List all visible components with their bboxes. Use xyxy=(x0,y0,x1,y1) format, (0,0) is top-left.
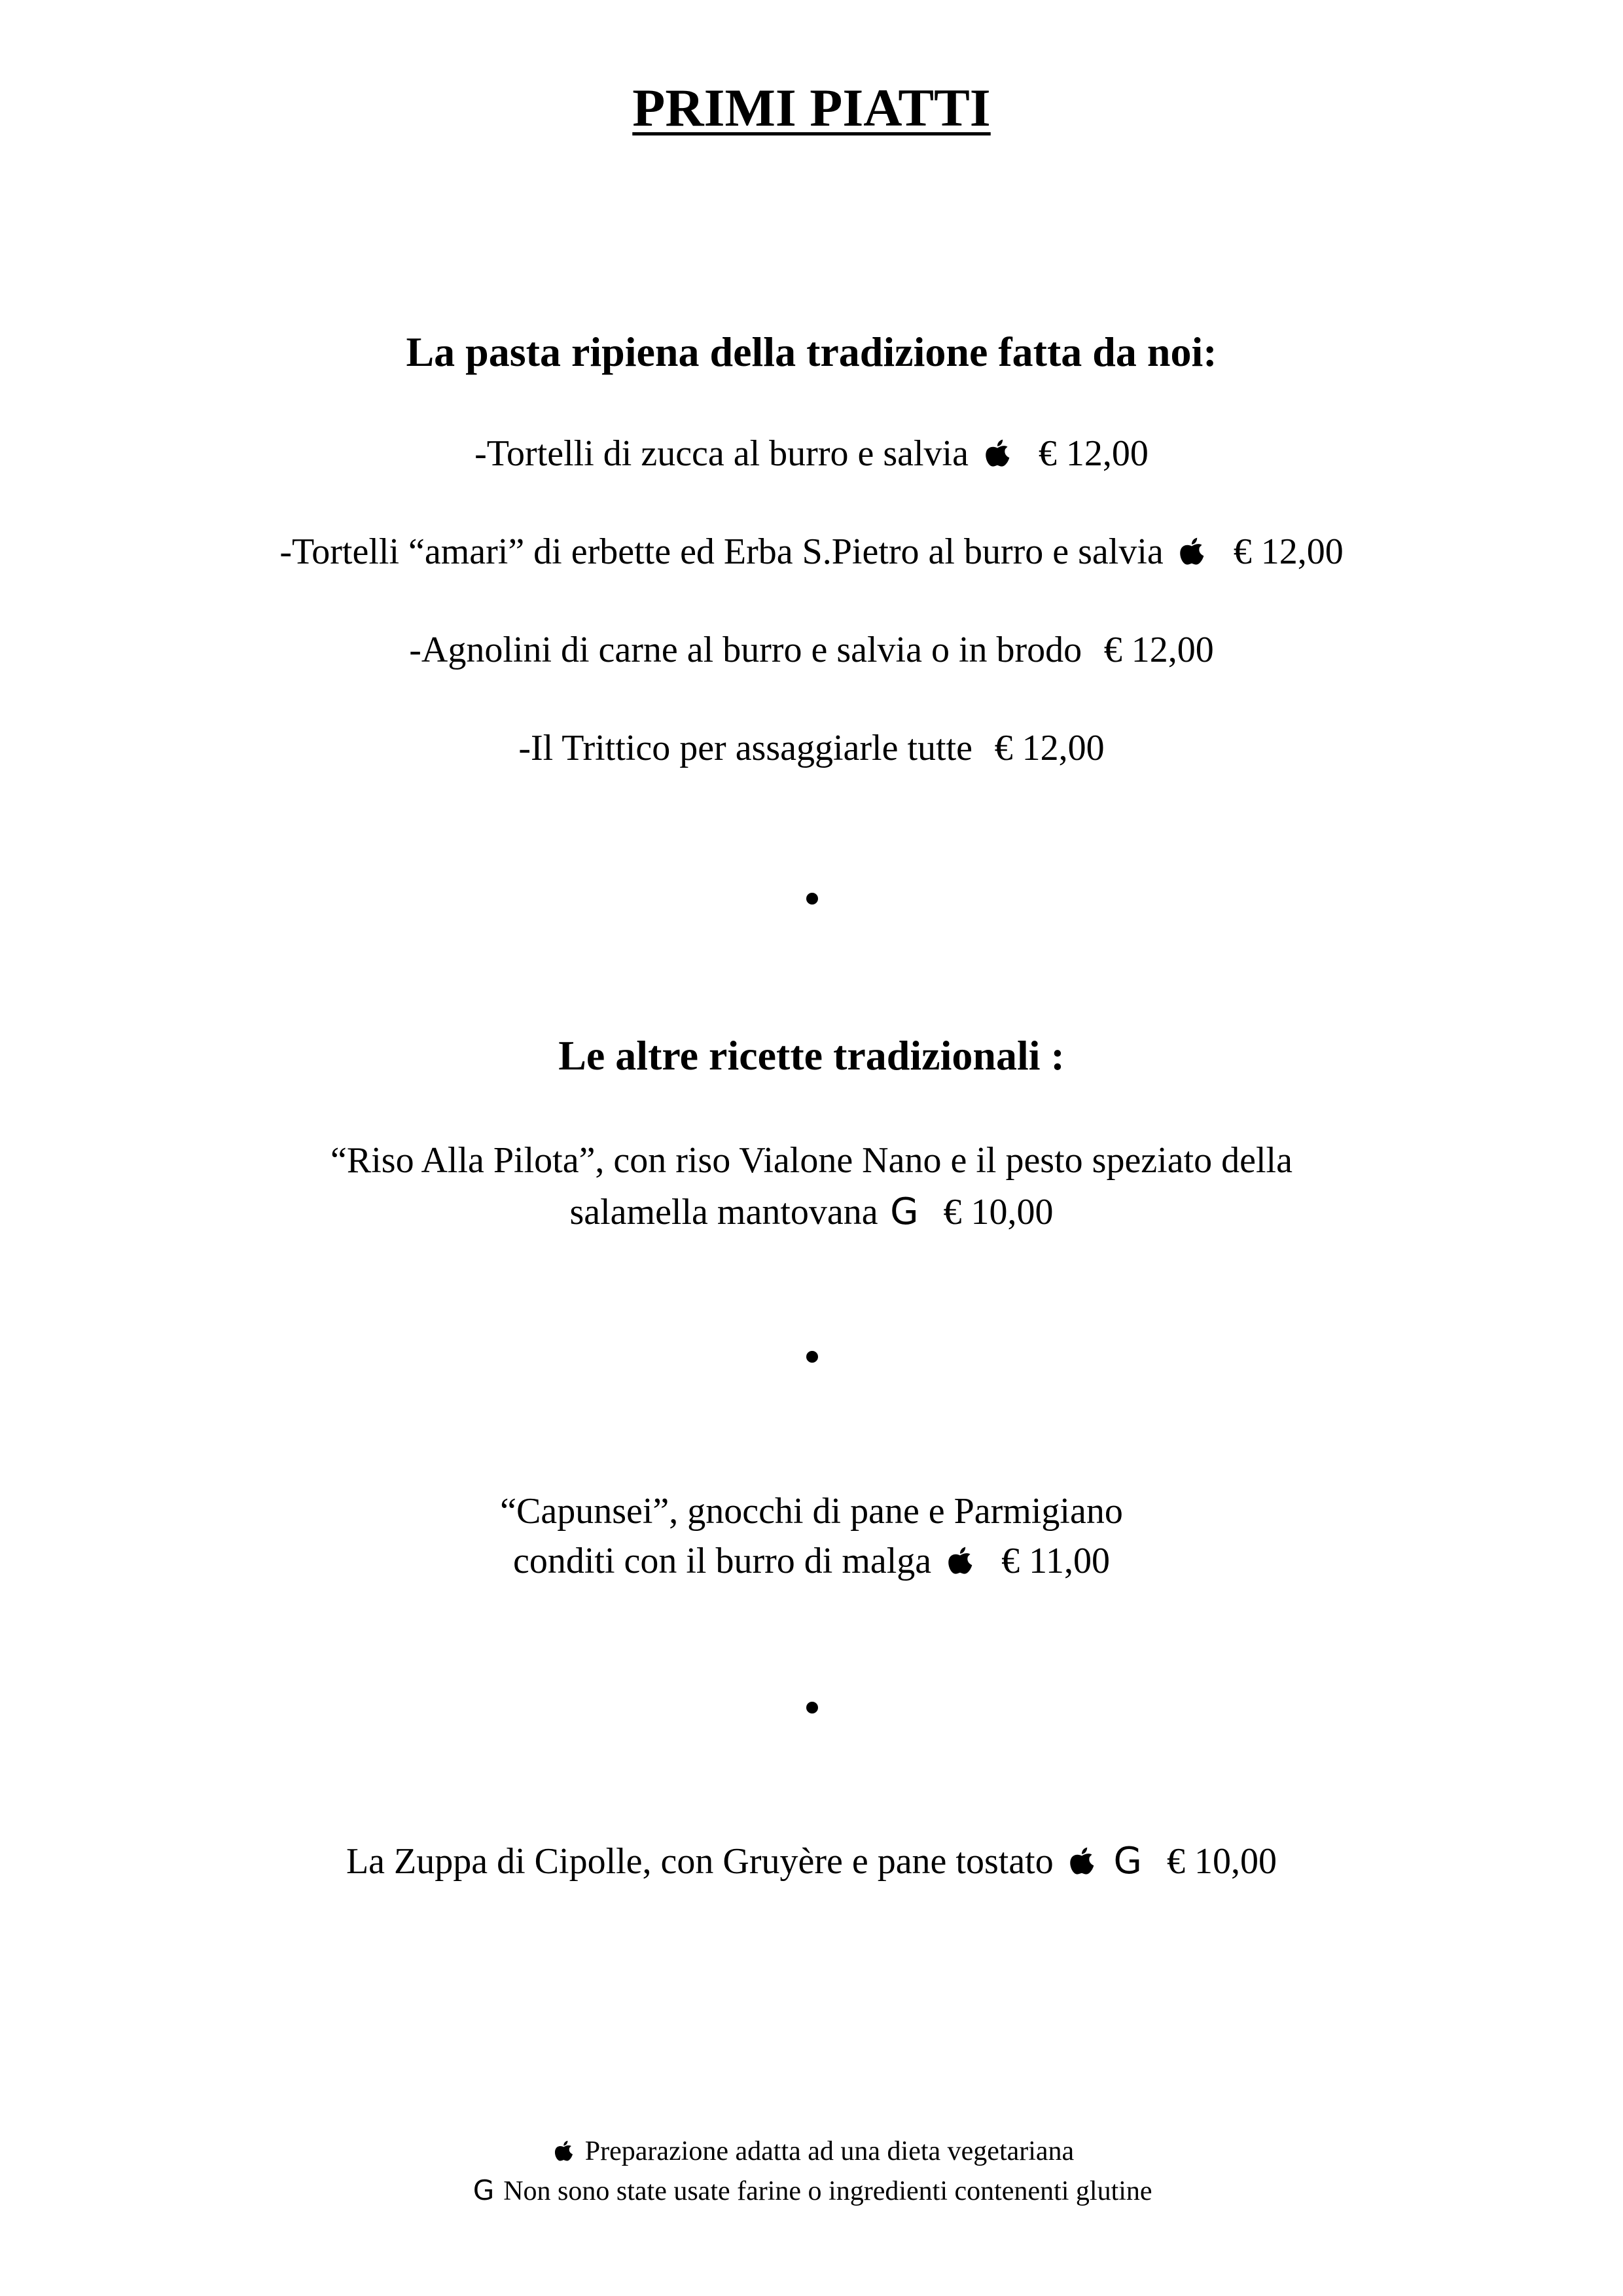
gluten-free-icon: G xyxy=(890,1191,919,1233)
vegetarian-icon xyxy=(1177,535,1207,565)
dish-name: -Tortelli “amari” di erbette ed Erba S.Pietro al burro e salvia xyxy=(279,531,1164,572)
dish-name: -Agnolini di carne al burro e salvia o in brodo xyxy=(409,630,1082,670)
legend-text: Preparazione adatta ad una dieta vegetariana xyxy=(584,2136,1075,2166)
legend-vegetarian xyxy=(0,2135,1623,2168)
dish-price: € 12,00 xyxy=(1038,433,1149,474)
dish-price: € 12,00 xyxy=(1103,630,1214,670)
vegetarian-icon xyxy=(1067,1845,1097,1875)
vegetarian-icon xyxy=(945,1545,975,1575)
menu-item-capunsei-line1 xyxy=(0,1490,1623,1534)
dish-name: La Zuppa di Cipolle, con Gruyère e pane tostato xyxy=(346,1841,1054,1882)
dish-price: € 12,00 xyxy=(994,728,1105,768)
menu-item-agnolini xyxy=(0,628,1623,672)
dish-name: -Tortelli di zucca al burro e salvia xyxy=(474,433,969,474)
menu-item-riso-pilota-line2 xyxy=(0,1190,1623,1234)
separator-bullet xyxy=(806,1702,818,1713)
dish-price: € 12,00 xyxy=(1233,531,1344,572)
gluten-free-icon: G xyxy=(473,2174,495,2206)
page-title: PRIMI PIATTI xyxy=(632,78,991,137)
menu-item-zuppa-cipolle xyxy=(0,1839,1623,1884)
menu-item-capunsei-line2 xyxy=(0,1539,1623,1583)
dish-name: salamella mantovana xyxy=(569,1192,878,1232)
separator-bullet xyxy=(806,893,818,905)
dish-price: € 10,00 xyxy=(943,1192,1054,1232)
menu-item-tortelli-amari xyxy=(0,530,1623,574)
dish-name: -Il Trittico per assaggiarle tutte xyxy=(518,728,973,768)
dish-price: € 11,00 xyxy=(1001,1541,1111,1581)
menu-item-riso-pilota-line1 xyxy=(0,1139,1623,1183)
legend-text: Non sono state usate farine o ingredienti contenenti glutine xyxy=(503,2176,1152,2206)
vegetarian-icon xyxy=(982,437,1012,467)
gluten-free-icon: G xyxy=(1113,1840,1142,1882)
section-heading-altre-ricette: Le altre ricette tradizionali : xyxy=(558,1032,1065,1079)
dish-name: “Riso Alla Pilota”, con riso Vialone Nano e il pesto speziato della xyxy=(330,1140,1293,1181)
section-heading-pasta-ripiena: La pasta ripiena della tradizione fatta da noi: xyxy=(406,329,1217,375)
vegetarian-icon xyxy=(552,2139,575,2161)
dish-name: “Capunsei”, gnocchi di pane e Parmigiano xyxy=(500,1491,1123,1532)
dish-price: € 10,00 xyxy=(1167,1841,1277,1882)
menu-item-trittico xyxy=(0,726,1623,770)
menu-item-tortelli-zucca xyxy=(0,432,1623,476)
dish-name: conditi con il burro di malga xyxy=(512,1541,932,1581)
legend-gluten-free xyxy=(0,2174,1623,2208)
separator-bullet xyxy=(806,1351,818,1363)
